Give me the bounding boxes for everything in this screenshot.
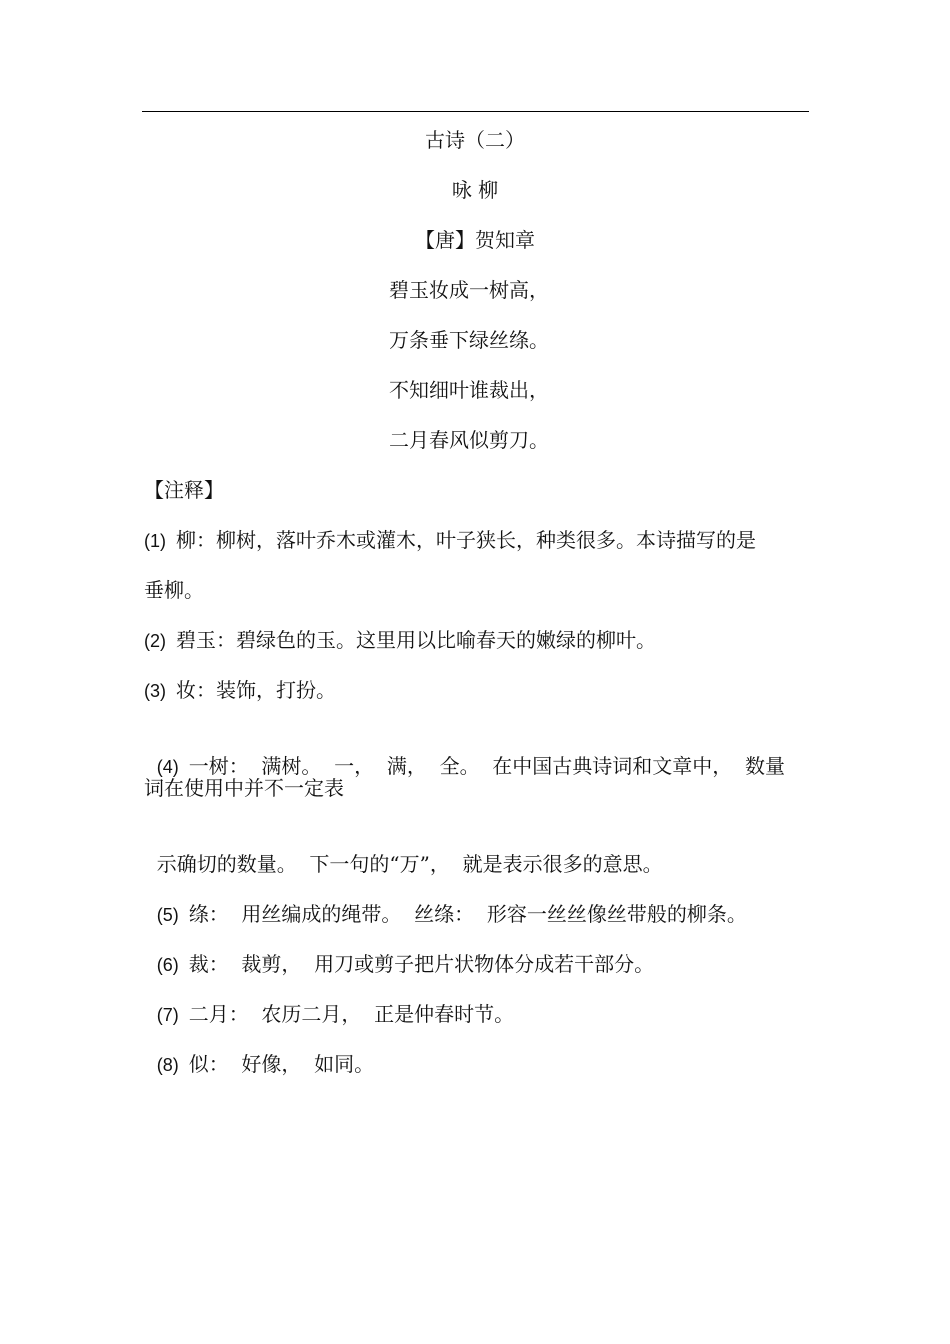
- note-text: 示确切的数量。 下一句的“万”， 就是表示很多的意思。: [156, 852, 663, 876]
- note-text: 碧玉：碧绿色的玉。这里用以比喻春天的嫩绿的柳叶。: [176, 628, 656, 652]
- note-number: (1): [144, 531, 166, 551]
- note-text: 绦： 用丝编成的绳带。 丝绦： 形容一丝丝像丝带般的柳条。: [188, 902, 747, 926]
- page-title: 古诗（二）: [425, 128, 525, 152]
- note-line: [144, 925, 654, 978]
- note-number: (4): [156, 757, 179, 777]
- note-text: 裁： 裁剪， 用刀或剪子把片状物体分成若干部分。: [188, 952, 655, 976]
- poem-line-4: 二月春风似剪刀。: [389, 428, 549, 452]
- poem-line-3: 不知细叶谁裁出，: [389, 378, 549, 402]
- note-line: [144, 577, 204, 603]
- poem-author: 【唐】贺知章: [415, 228, 535, 252]
- note-text: 柳：柳树，落叶乔木或灌木，叶子狭长，种类很多。本诗描写的是: [176, 528, 756, 552]
- note-line: [144, 727, 785, 780]
- note-number: (6): [156, 955, 179, 975]
- note-text: 一树： 满树。 一， 满， 全。 在中国古典诗词和文章中， 数量: [188, 754, 786, 778]
- note-line: [144, 527, 756, 554]
- note-text: 二月： 农历二月， 正是仲春时节。: [188, 1002, 515, 1026]
- note-number: (7): [156, 1005, 179, 1025]
- note-text: 似： 好像， 如同。: [188, 1052, 375, 1076]
- note-line: [144, 875, 747, 928]
- header-rule: [142, 111, 809, 112]
- note-text: 垂柳。: [144, 578, 204, 602]
- note-line: [144, 775, 344, 801]
- poem-title: 咏 柳: [451, 178, 499, 202]
- note-number: (3): [144, 681, 166, 701]
- note-number: (8): [156, 1055, 179, 1075]
- note-line: [144, 825, 663, 877]
- poem-line-1: 碧玉妆成一树高，: [389, 278, 549, 302]
- note-text: 词在使用中并不一定表: [144, 776, 344, 800]
- note-line: [144, 1025, 374, 1078]
- note-text: 妆：装饰，打扮。: [176, 678, 336, 702]
- note-number: (5): [156, 905, 179, 925]
- note-line: [144, 627, 656, 654]
- note-line: [144, 975, 514, 1028]
- notes-heading: 【注释】: [144, 478, 224, 502]
- note-line: [144, 677, 336, 704]
- note-number: (2): [144, 631, 166, 651]
- poem-line-2: 万条垂下绿丝绦。: [389, 328, 549, 352]
